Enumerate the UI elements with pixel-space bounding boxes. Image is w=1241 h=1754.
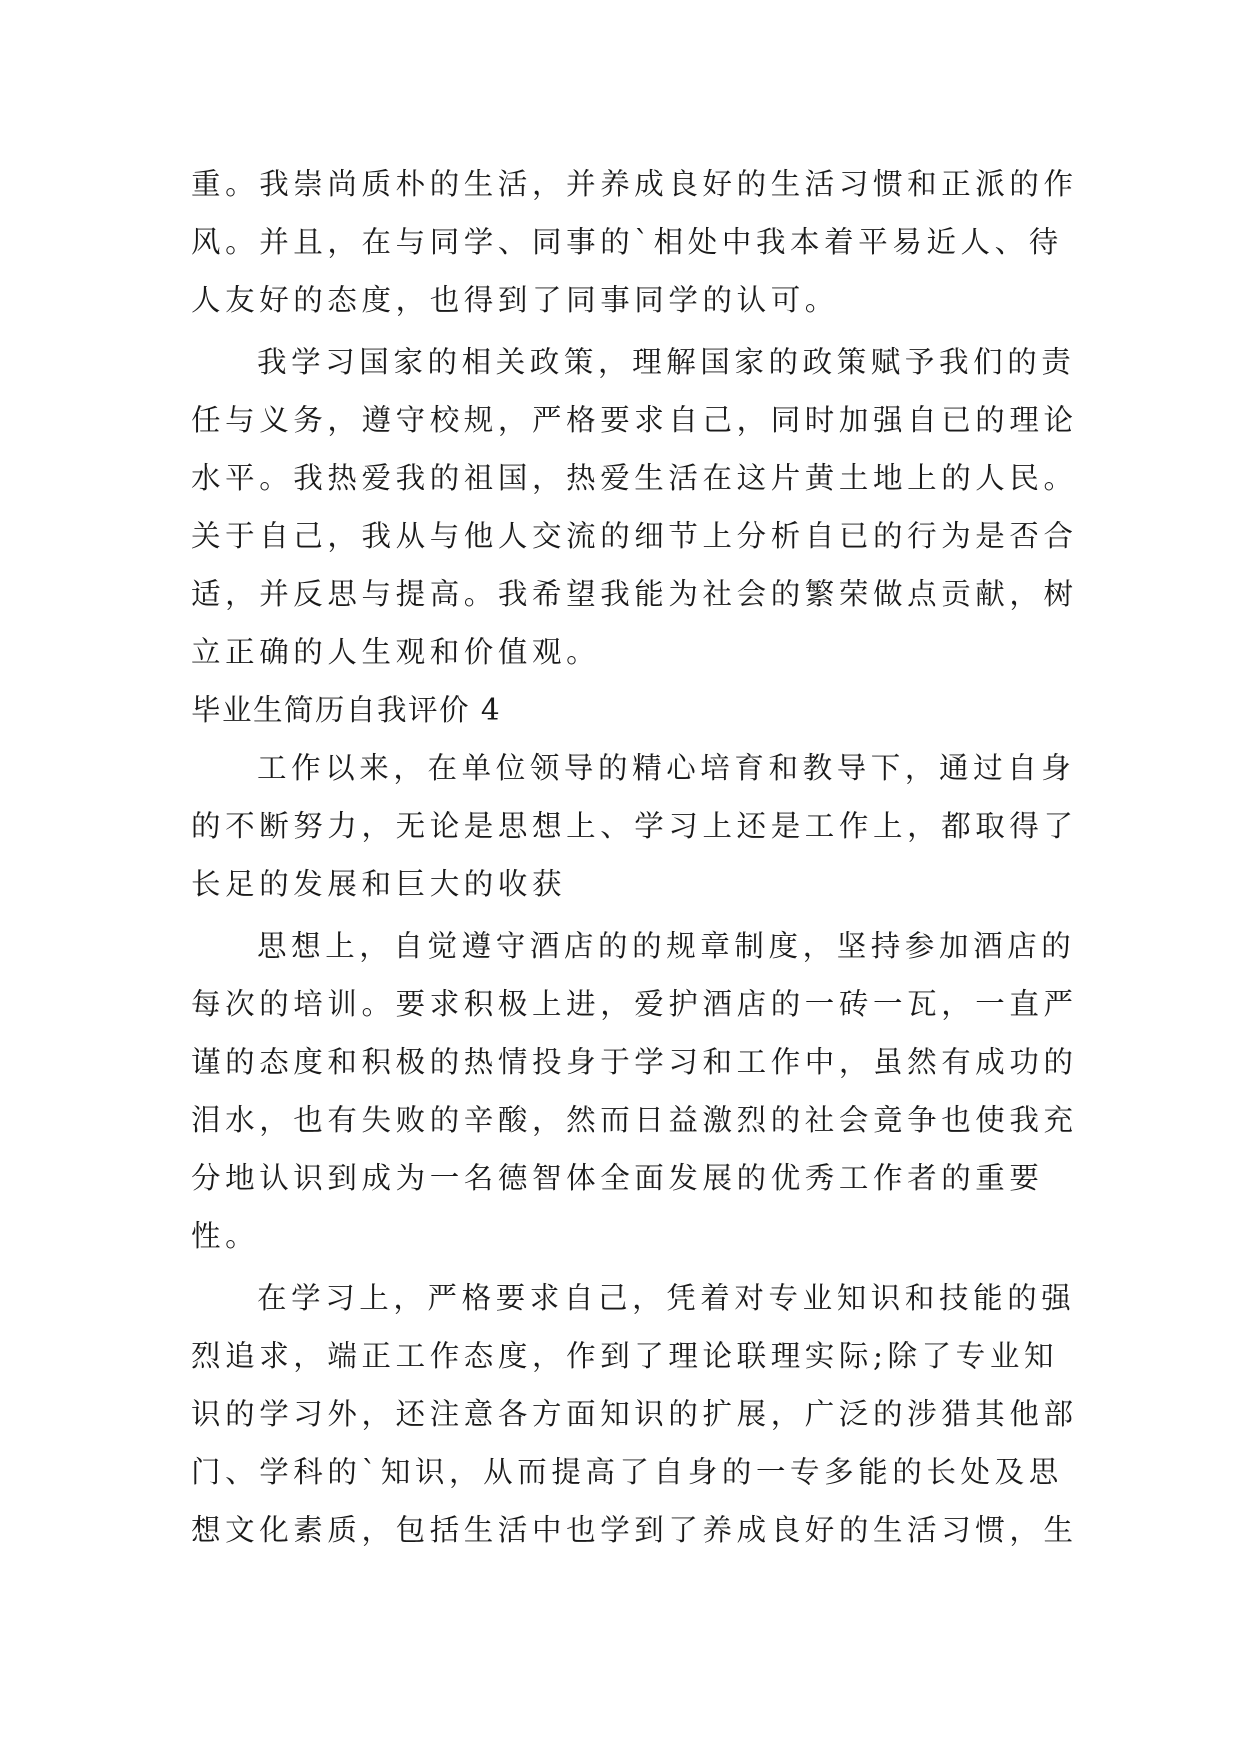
text-line: 立正确的人生观和价值观。 [191,635,601,669]
paragraph-first-line: 思想上，自觉遵守酒店的的规章制度，坚持参加酒店的 [257,929,1076,963]
text-line: 谨的态度和积极的热情投身于学习和工作中，虽然有成功的 [191,1045,1078,1079]
text-line: 识的学习外，还注意各方面知识的扩展，广泛的涉猎其他部 [191,1397,1078,1431]
text-line: 每次的培训。要求积极上进，爱护酒店的一砖一瓦，一直严 [191,987,1078,1021]
text-line: 想文化素质，包括生活中也学到了养成良好的生活习惯，生 [191,1513,1078,1547]
text-line: 适，并反思与提高。我希望我能为社会的繁荣做点贡献，树 [191,577,1078,611]
text-line: 烈追求，端正工作态度，作到了理论联理实际;除了专业知 [191,1339,1059,1373]
text-line: 性。 [191,1219,260,1253]
text-line: 关于自己，我从与他人交流的细节上分析自已的行为是否合 [191,519,1078,553]
paragraph-first-line: 在学习上，严格要求自己，凭着对专业知识和技能的强 [257,1281,1076,1315]
text-line: 重。我崇尚质朴的生活，并养成良好的生活习惯和正派的作 [191,167,1078,201]
text-line: 的不断努力，无论是思想上、学习上还是工作上，都取得了 [191,809,1078,843]
paragraph-first-line: 工作以来，在单位领导的精心培育和教导下，通过自身 [257,751,1076,785]
text-line: 门、学科的`知识，从而提高了自身的一专多能的长处及思 [191,1455,1063,1489]
text-line: 任与义务，遵守校规，严格要求自己，同时加强自已的理论 [191,403,1078,437]
text-line: 分地认识到成为一名德智体全面发展的优秀工作者的重要 [191,1161,1044,1195]
section-heading: 毕业生简历自我评价 4 [191,693,502,727]
text-line: 人友好的态度，也得到了同事同学的认可。 [191,283,839,317]
text-line: 风。并且，在与同学、同事的`相处中我本着平易近人、待 [191,225,1063,259]
text-line: 泪水，也有失败的辛酸，然而日益激烈的社会竟争也使我充 [191,1103,1078,1137]
text-line: 水平。我热爱我的祖国，热爱生活在这片黄土地上的人民。 [191,461,1078,495]
text-line: 长足的发展和巨大的收获 [191,867,567,901]
paragraph-first-line: 我学习国家的相关政策，理解国家的政策赋予我们的责 [257,345,1076,379]
